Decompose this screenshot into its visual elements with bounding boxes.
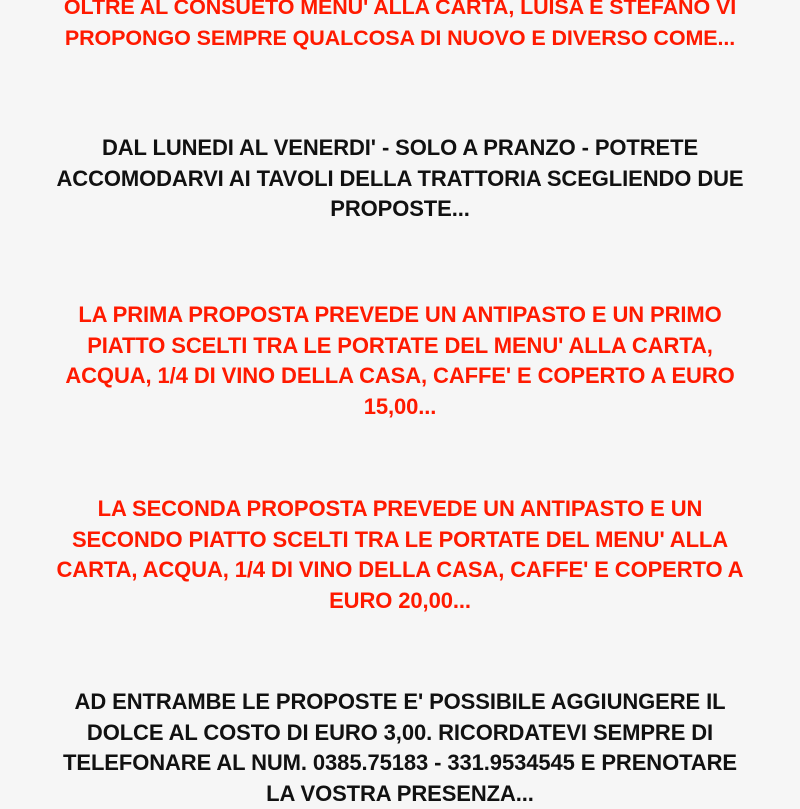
first-offer-line-1: LA PRIMA PROPOSTA PREVEDE UN ANTIPASTO E UN PRIMO bbox=[0, 300, 800, 331]
first-offer-line-4: 15,00... bbox=[0, 392, 800, 423]
first-offer-paragraph bbox=[0, 300, 800, 422]
schedule-paragraph bbox=[0, 133, 800, 225]
booking-line-1: AD ENTRAMBE LE PROPOSTE E' POSSIBILE AGGIUNGERE IL bbox=[0, 687, 800, 718]
second-offer-line-4: EURO 20,00... bbox=[0, 586, 800, 617]
booking-line-3: TELEFONARE AL NUM. 0385.75183 - 331.9534545 E PRENOTARE bbox=[0, 748, 800, 779]
intro-paragraph bbox=[0, 0, 800, 53]
second-offer-line-1: LA SECONDA PROPOSTA PREVEDE UN ANTIPASTO E UN bbox=[0, 494, 800, 525]
schedule-line-2: ACCOMODARVI AI TAVOLI DELLA TRATTORIA SCEGLIENDO DUE bbox=[0, 164, 800, 195]
first-offer-line-3: ACQUA, 1/4 DI VINO DELLA CASA, CAFFE' E COPERTO A EURO bbox=[0, 361, 800, 392]
intro-line-2: PROPONGO SEMPRE QUALCOSA DI NUOVO E DIVERSO COME... bbox=[0, 23, 800, 54]
first-offer-line-2: PIATTO SCELTI TRA LE PORTATE DEL MENU' ALLA CARTA, bbox=[0, 331, 800, 362]
schedule-line-1: DAL LUNEDI AL VENERDI' - SOLO A PRANZO - POTRETE bbox=[0, 133, 800, 164]
second-offer-paragraph bbox=[0, 494, 800, 616]
booking-line-2: DOLCE AL COSTO DI EURO 3,00. RICORDATEVI SEMPRE DI bbox=[0, 718, 800, 749]
second-offer-line-3: CARTA, ACQUA, 1/4 DI VINO DELLA CASA, CAFFE' E COPERTO A bbox=[0, 555, 800, 586]
second-offer-line-2: SECONDO PIATTO SCELTI TRA LE PORTATE DEL MENU' ALLA bbox=[0, 525, 800, 556]
booking-paragraph bbox=[0, 687, 800, 809]
booking-line-4: LA VOSTRA PRESENZA... bbox=[0, 779, 800, 809]
schedule-line-3: PROPOSTE... bbox=[0, 194, 800, 225]
intro-line-1: OLTRE AL CONSUETO MENU' ALLA CARTA, LUISA E STEFANO VI bbox=[0, 0, 800, 23]
